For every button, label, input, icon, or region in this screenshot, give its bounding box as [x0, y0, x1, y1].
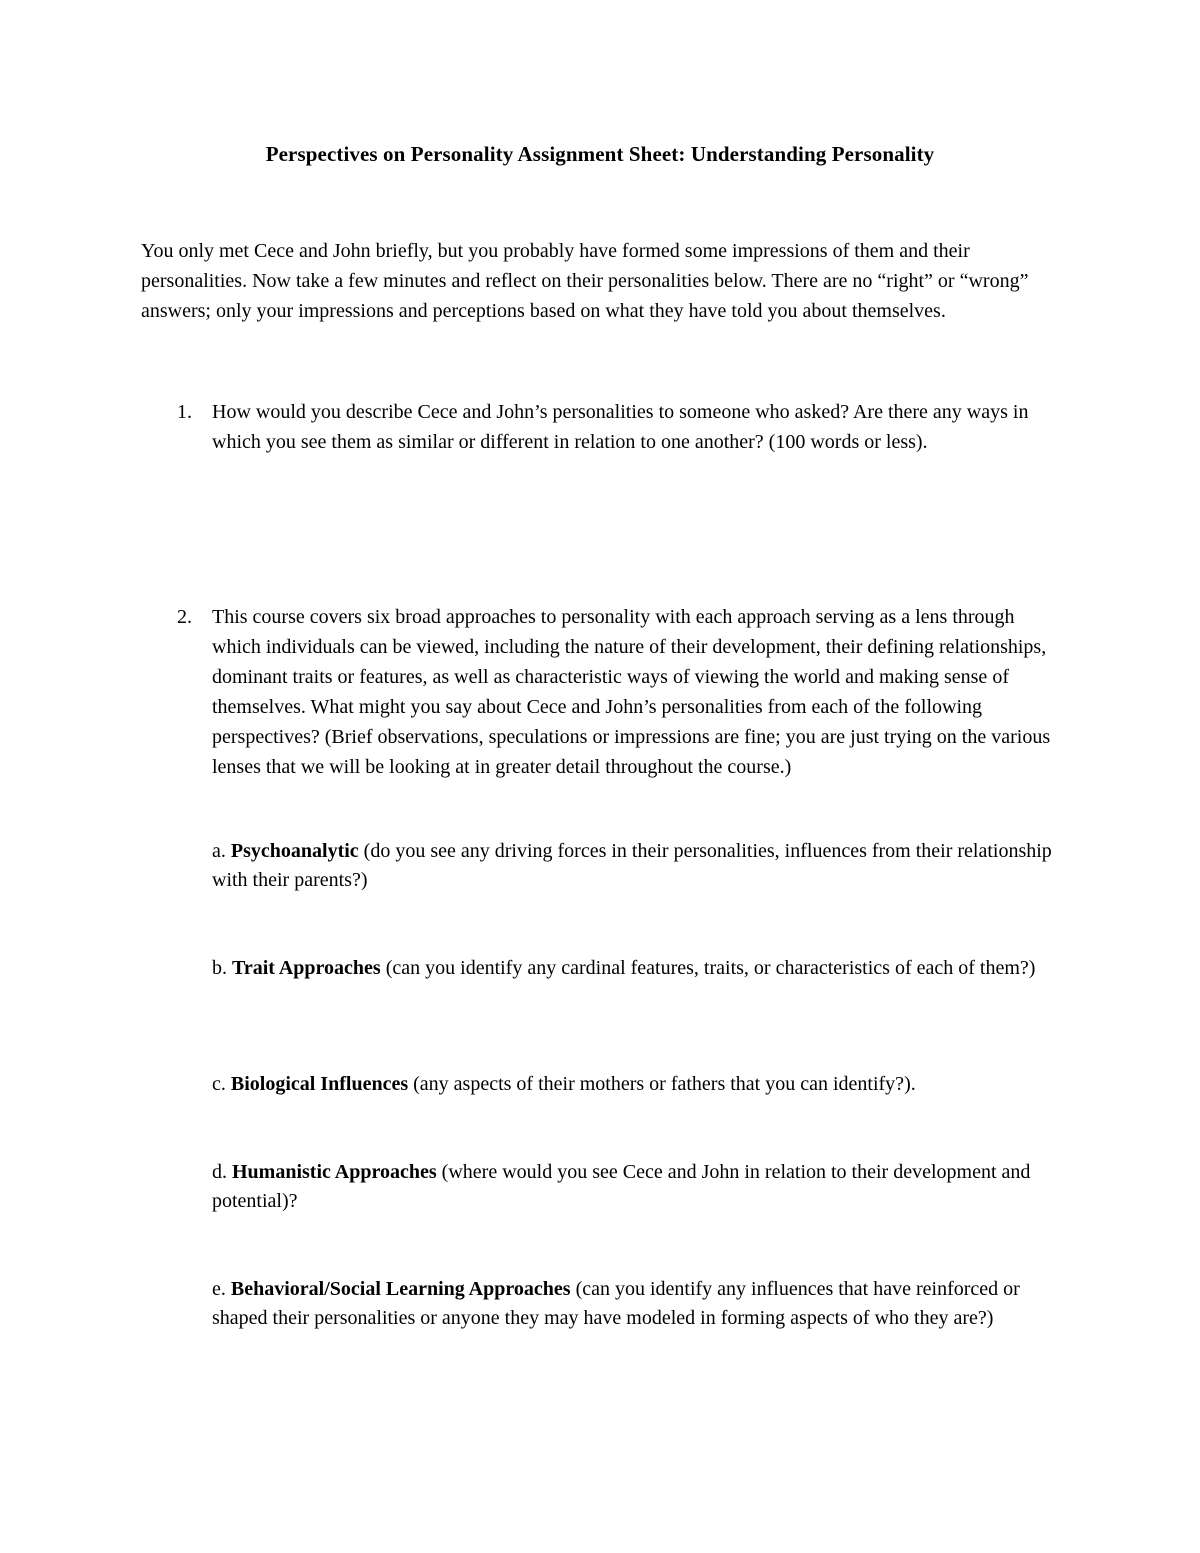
question-text: This course covers six broad approaches to personality with each approach serving as a lens through which individuals can be viewed, including the nature of their development, their defining relationships, dominant traits or features, as well as characteristic ways of viewing the world and making sense of themselves. What might you say about Cece and John’s personalities from each of the following perspectives? (Brief observations, speculations or impressions are fine; you are just trying on the various lenses that we will be looking at in greater detail throughout the course.) [212, 606, 1051, 778]
perspective-prompt: (where would you see Cece and John in relation to their development and potential)? [212, 1161, 1031, 1212]
perspective-prompt: (do you see any driving forces in their personalities, influences from their relationship with their parents?) [212, 840, 1052, 891]
perspective-name: Humanistic Approaches [232, 1161, 437, 1183]
question-text: How would you describe Cece and John’s personalities to someone who asked? Are there any ways in which you see them as similar or different in relation to one another? (100 words or less). [212, 401, 1029, 453]
perspective-trait [212, 954, 1062, 983]
intro-paragraph: You only met Cece and John briefly, but you probably have formed some impressions of them and their personalities. Now take a few minutes and reflect on their personalities below. There are no “right” or “wrong” answers; only your impressions and perceptions based on what they have told you about themselves. [141, 240, 1029, 322]
document-title: Perspectives on Personality Assignment Sheet: Understanding Personality [265, 142, 935, 166]
question-number: 2. [177, 606, 192, 628]
perspective-letter: c. [212, 1073, 231, 1095]
perspective-behavioral [212, 1275, 1062, 1333]
perspective-psychoanalytic [212, 837, 1062, 895]
question-1 [141, 397, 1061, 457]
perspective-letter: b. [212, 957, 232, 979]
question-number: 1. [177, 401, 192, 423]
perspective-name: Psychoanalytic [230, 840, 359, 862]
perspective-humanistic [212, 1158, 1062, 1216]
perspective-letter: d. [212, 1161, 232, 1183]
perspective-letter: e. [212, 1278, 231, 1300]
perspective-prompt: (can you identify any cardinal features, traits, or characteristics of each of them?) [380, 957, 1036, 979]
perspective-name: Biological Influences [230, 1073, 409, 1095]
perspective-prompt: (can you identify any influences that have reinforced or shaped their personalities or anyone they may have modeled in forming aspects of who they are?) [212, 1278, 1020, 1329]
perspective-name: Behavioral/Social Learning Approaches [230, 1278, 571, 1300]
question-2 [141, 602, 1061, 782]
perspective-name: Trait Approaches [232, 957, 381, 979]
perspective-letter: a. [212, 840, 231, 862]
perspective-biological [212, 1070, 1062, 1099]
perspective-prompt: (any aspects of their mothers or fathers that you can identify?). [408, 1073, 916, 1095]
